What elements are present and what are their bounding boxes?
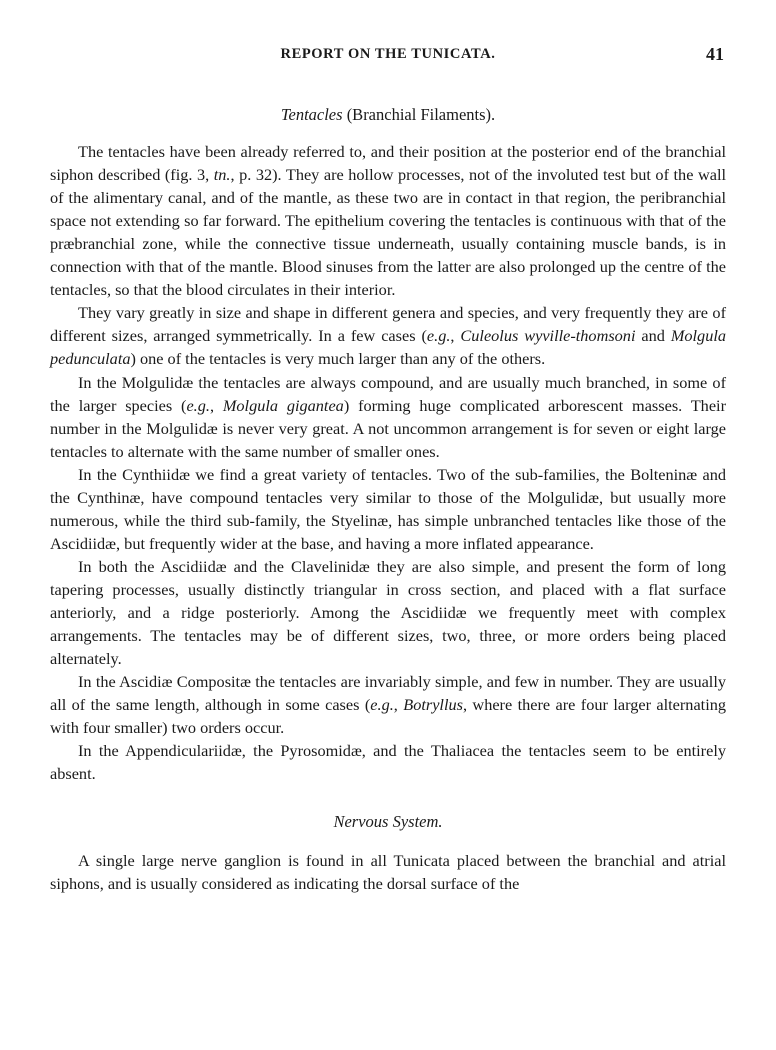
paragraph: The tentacles have been already referred to, and their position at the posterior end of the branchial siphon described (fig. 3, tn., p. 32). They are hollow processes, not of the involuted test but of the wall of the alimentary canal, and of the mantle, as these two are in contact in that region, the peribranchial space not extending so far forward. The epithelium covering the tentacles is continuous with that of the præbranchial zone, while the connective tissue underneath, usually containing muscle bands, is in connection with that of the mantle. Blood sinuses from the latter are also prolonged up the centre of the tentacles, so that the blood circulates in their interior. [50, 142, 726, 300]
paragraph: In the Appendiculariidæ, the Pyrosomidæ, and the Thaliacea the tentacles seem to be entirely absent. [50, 741, 726, 784]
page-number: 41 [706, 44, 724, 64]
heading-plain: (Branchial Filaments). [342, 105, 496, 124]
running-header [50, 46, 726, 70]
paragraph: In the Ascidiæ Compositæ the tentacles are invariably simple, and few in number. They are usually all of the same length, although in some cases (e.g., Botryllus, where there are four larger alternating with four smaller) two orders occur. [50, 672, 727, 738]
paragraph: In the Cynthiidæ we find a great variety of tentacles. Two of the sub-families, the Bolteninæ and the Cynthinæ, have compound tentacles very similar to those of the Molgulidæ, but usually more numerous, while the third sub-family, the Styelinæ, has simple unbranched tentacles like those of the Ascidiidæ, but frequently wider at the base, and having a more inflated appearance. [50, 464, 726, 553]
paragraph: A single large nerve ganglion is found in all Tunicata placed between the branchial and atrial siphons, and is usually considered as indicating the dorsal surface of the [50, 851, 726, 894]
paragraph: They vary greatly in size and shape in different genera and species, and very frequently they are of different sizes, arranged symmetrically. In a few cases (e.g., Culeolus wyville-thomsoni and Molgula pedunculata) one of the tentacles is very much larger than any of the others. [50, 303, 726, 369]
section-heading-nervous-system [50, 810, 726, 833]
section-gap [50, 785, 726, 802]
paragraph: In the Molgulidæ the tentacles are always compound, and are usually much branched, in some of the larger species (e.g., Molgula gigantea) forming huge complicated arborescent masses. Their number in the Molgulidæ is never very great. A not uncommon arrangement is for seven or eight large tentacles to alternate with the same number of smaller ones. [50, 372, 726, 461]
running-title: REPORT ON THE TUNICATA. [280, 46, 496, 62]
heading-italic: Tentacles [280, 105, 343, 124]
paragraph: In both the Ascidiidæ and the Clavelinidæ they are also simple, and present the form of long tapering processes, usually distinctly triangular in cross section, and placed with a flat surface anteriorly, and a ridge posteriorly. Among the Ascidiidæ we frequently meet with complex arrangements. The tentacles may be of different sizes, two, three, or more orders being placed alternately. [50, 556, 726, 669]
heading-italic: Nervous System. [333, 812, 443, 832]
body-text [50, 103, 726, 896]
section-heading-tentacles [50, 103, 726, 126]
